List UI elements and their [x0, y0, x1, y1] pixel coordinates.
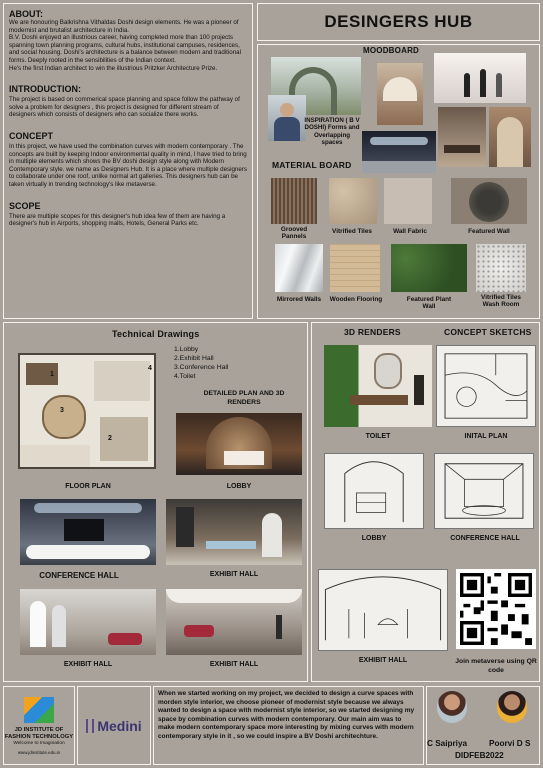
- conference-label: CONFERENCE HALL: [39, 571, 119, 580]
- material-label-1: Grooved Pannels: [280, 226, 308, 241]
- institute-logo-box: [3, 686, 75, 765]
- summary-box: [153, 686, 424, 765]
- conference-render: [20, 499, 156, 565]
- lobby-render: [176, 413, 302, 475]
- initial-plan-label: INITAL PLAN: [464, 433, 508, 440]
- material-plant-wall: [391, 244, 467, 292]
- material-label-3: Wall Fabric: [393, 228, 427, 235]
- institute-tagline: Welcome to Imagination: [13, 741, 65, 747]
- material-label-6: Wooden Flooring: [329, 296, 383, 303]
- floor-plan-image: [18, 353, 156, 469]
- technical-panel: [3, 322, 308, 682]
- room-list-item: 2.Exhibit Hall: [174, 355, 214, 362]
- material-label-5: Mirrored Walls: [276, 296, 322, 303]
- plan-number-4: 4: [148, 365, 152, 372]
- sketches-title: CONCEPT SKETCHS: [444, 327, 532, 337]
- author-photo-1: [437, 691, 467, 723]
- about-text-3: He's the first Indian architect to win the illustrious Pritzker Architecture Prize.: [9, 64, 218, 72]
- material-grooved-panels: [271, 178, 317, 224]
- technical-title: Technical Drawings: [112, 329, 200, 339]
- material-label-7: Featured Plant Wall: [406, 296, 452, 311]
- scope-text: There are multiple scopes for this designer's hub idea few of them are having a designer's hub in Airports, shopping malls, Hotels, General Parks etc.: [9, 212, 226, 228]
- partner-name: Medini: [97, 717, 142, 734]
- mood-image-hall: [362, 131, 436, 173]
- exhibit-label-2: EXHIBIT HALL: [63, 661, 113, 668]
- room-list-item: 4.Toilet: [174, 373, 196, 380]
- intro-heading: INTRODUCTION:: [9, 84, 81, 95]
- concept-text: In this project, we have used the combination curves with modern contemporary . The concepts are built by keeping Indoor environmental quality in mind, I have tried to bring in multiple elements which shows the BV doshi design style along with Modern Contemporary style. we name as Designers Hub. It is a place where multiple designers to collaborate under one roof, unlike normal art galleries. This designers hub can be taken virtually in trending technology's like metaverse.: [9, 142, 247, 188]
- lobby-label: LOBBY: [226, 483, 252, 490]
- material-label-4: Featured Wall: [468, 228, 510, 235]
- floor-plan-label: FLOOR PLAN: [65, 483, 111, 490]
- qr-label: Join metaverse using QR code: [455, 658, 537, 674]
- mood-image-doshi: [268, 95, 306, 141]
- concept-heading: CONCEPT: [9, 130, 54, 141]
- renders-panel: [311, 322, 540, 682]
- mood-image-gallery: [434, 53, 526, 103]
- qr-code-graphic: [460, 573, 532, 645]
- exhibit-sketch-label: EXHIBIT HALL: [358, 657, 408, 664]
- inspiration-label: INSPIRATION ( B V DOSHI) Forms and Overlapping spaces: [304, 117, 360, 147]
- moodboard-panel: [257, 44, 540, 319]
- scope-heading: SCOPE: [9, 200, 41, 211]
- plan-number-2: 2: [108, 435, 112, 442]
- exhibit-render-1: [166, 499, 302, 565]
- toilet-label: TOILET: [365, 433, 391, 440]
- about-text-1: We are honouring Balkrishna Vithaldas Doshi design elements. He was a pioneer of modernist and brutalist architecture in India.: [9, 19, 239, 34]
- renders-title: 3D RENDERS: [344, 327, 401, 337]
- conference-sketch: [434, 453, 534, 529]
- page-title: DESINGERS HUB: [324, 12, 473, 31]
- batch-code: DIDFEB2022: [455, 751, 504, 760]
- title-box: [257, 3, 540, 41]
- material-wooden-flooring: [330, 244, 380, 292]
- material-label-8: Vitrified Tiles Wash Room: [481, 294, 521, 309]
- jd-logo-icon: [24, 697, 54, 723]
- room-list-item: 3.Conference Hall: [174, 364, 229, 371]
- qr-code[interactable]: [456, 569, 536, 649]
- medini-logo-icon: [86, 719, 94, 733]
- moodboard-title: MOODBOARD: [363, 46, 420, 55]
- about-heading: ABOUT:: [9, 9, 43, 19]
- lobby-sketch-label: LOBBY: [361, 535, 387, 542]
- intro-text: The project is based on commerical space planning and space follow the pathway of solve a problem for designers , this project is designed for different stream of designers which consists of designers who can socialize there works.: [9, 96, 240, 119]
- material-board-title: MATERIAL BOARD: [272, 160, 352, 170]
- lobby-sketch: [324, 453, 424, 529]
- authors-box: [426, 686, 540, 765]
- mood-image-cafe: [438, 107, 486, 167]
- author-name-2: Poorvi D S: [489, 739, 531, 748]
- material-vitrified-tiles: [329, 178, 377, 224]
- exhibit-render-3: [166, 589, 302, 655]
- exhibit-sketch: [318, 569, 448, 651]
- plan-number-1: 1: [50, 371, 54, 378]
- material-featured-wall: [451, 178, 527, 224]
- exhibit-label-3: EXHIBIT HALL: [209, 661, 259, 668]
- exhibit-render-2: [20, 589, 156, 655]
- exhibit-drawing: [319, 570, 447, 650]
- conference-drawing: [435, 454, 533, 528]
- text-panel: [3, 3, 253, 319]
- material-mirrored-walls: [275, 244, 323, 292]
- material-label-2: Vitrified Tiles: [332, 228, 372, 235]
- about-text-2: B.V. Doshi enjoyed an illustrious career, having completed more than 100 projects spanning town planning programs, cultural hubs, institutional campuses, residences, and social housing. Doshi's architecture is a balance between modern and traditional forms. Deeply rooted in the sensibilities of the Indian context.: [9, 34, 241, 64]
- initial-plan-drawing: [437, 346, 535, 426]
- author-photo-2: [497, 691, 527, 723]
- conference-sketch-label: CONFERENCE HALL: [450, 535, 520, 542]
- institute-url: www.jdinstitute.edu.in: [17, 750, 61, 756]
- partner-logo-box: [77, 686, 151, 765]
- lobby-drawing: [325, 454, 423, 528]
- material-washroom-tiles: [476, 244, 526, 292]
- mood-image-arch-door: [489, 107, 531, 167]
- material-wall-fabric: [384, 178, 432, 224]
- exhibit-label-1: EXHIBIT HALL: [209, 571, 259, 578]
- detailed-plan-label: DETAILED PLAN AND 3D RENDERS: [203, 390, 285, 406]
- room-list-item: 1.Lobby: [174, 346, 199, 353]
- toilet-render: [324, 345, 432, 427]
- mood-image-room: [377, 63, 423, 125]
- institute-name: JD INSTITUTE OF FASHION TECHNOLOGY: [4, 727, 74, 740]
- author-name-1: C Saipriya: [427, 739, 468, 748]
- summary-text: When we started working on my project, we decided to design a curve spaces with morden style interior, we choose pioneer of modernist style because we always wanted to design a space with modernist style interior, so we started designing my space by combination curves with modern contemporary. Our main aim was to make modern contemporary space more interesting by mixing curves with modern contemporary style in it , so we could inspire a BV Doshi architechture.: [158, 690, 415, 740]
- initial-plan-sketch: [436, 345, 536, 427]
- room-list: [174, 345, 228, 381]
- plan-number-3: 3: [60, 407, 64, 414]
